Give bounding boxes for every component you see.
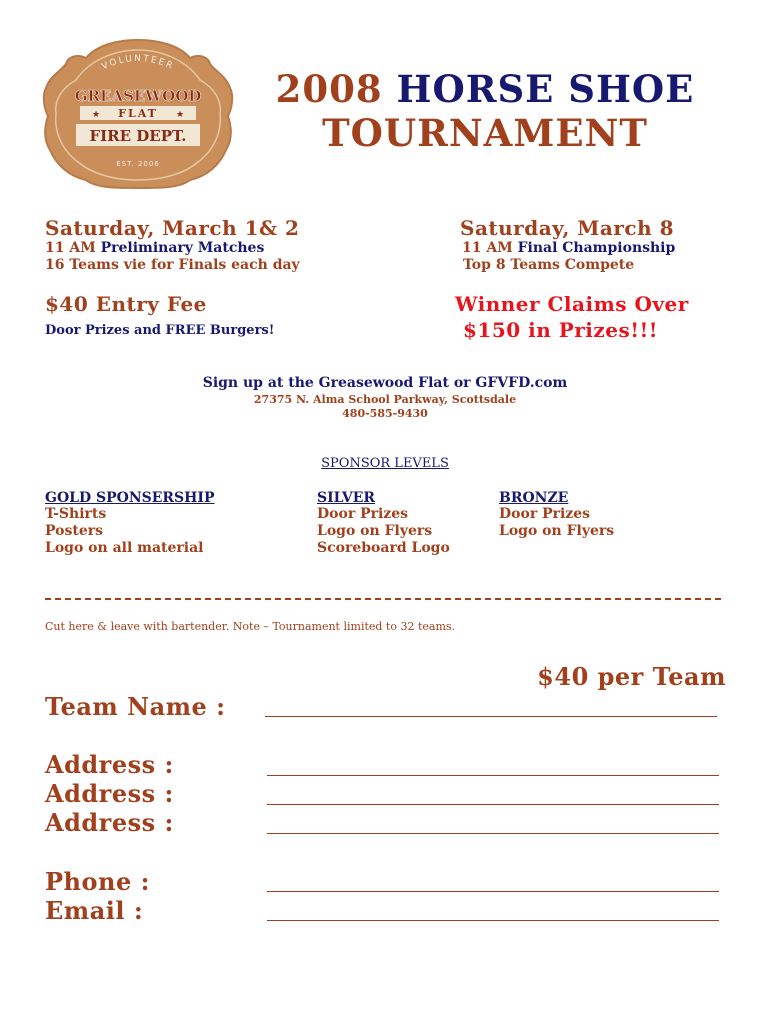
signup-phone: 480-585-9430: [342, 407, 428, 420]
email-field[interactable]: [267, 920, 719, 921]
address-field-2[interactable]: [267, 804, 719, 805]
right-day-line1: 11 AM Final Championship: [462, 240, 676, 256]
sponsor-item: Logo on Flyers: [499, 523, 615, 539]
address-field-3[interactable]: [267, 833, 719, 834]
team-name-label: Team Name :: [45, 692, 226, 721]
phone-field[interactable]: [267, 891, 719, 892]
page-title-line1: [250, 68, 720, 110]
address-label-2: Address :: [45, 779, 174, 808]
sponsor-level-name: SILVER: [317, 490, 376, 506]
sponsor-item: Posters: [45, 523, 104, 539]
entry-fee: $40 Entry Fee: [45, 292, 207, 316]
right-day-line2: Top 8 Teams Compete: [463, 257, 635, 273]
signup-line: Sign up at the Greasewood Flat or GFVFD.com: [202, 375, 568, 391]
left-day-heading: Saturday, March 1& 2: [45, 216, 300, 240]
sponsor-item: Logo on Flyers: [317, 523, 433, 539]
address-label-1: Address :: [45, 750, 174, 779]
prize-line1: Winner Claims Over: [455, 292, 689, 316]
left-day-line2: 16 Teams vie for Finals each day: [45, 257, 300, 273]
sponsor-item: T-Shirts: [45, 506, 107, 522]
sponsor-item: Logo on all material: [45, 540, 204, 556]
title-year: 2008: [275, 67, 383, 111]
prize-line2: $150 in Prizes!!!: [463, 318, 659, 342]
logo-star-left: ★: [91, 110, 101, 120]
team-price: $40 per Team: [537, 662, 726, 691]
sponsor-gold: [45, 490, 214, 557]
sponsor-silver: [317, 490, 450, 557]
sponsor-level-name: GOLD SPONSERSHIP: [45, 490, 215, 506]
address-label-3: Address :: [45, 808, 174, 837]
sponsor-item: Door Prizes: [499, 506, 591, 522]
logo-star-right: ★: [175, 110, 185, 120]
right-day-heading: Saturday, March 8: [460, 216, 675, 240]
door-prizes-text: Door Prizes and FREE Burgers!: [45, 323, 275, 338]
email-label: Email :: [45, 896, 144, 925]
team-name-field[interactable]: [265, 716, 717, 717]
sponsor-level-name: BRONZE: [499, 490, 569, 506]
address-field-1[interactable]: [267, 775, 719, 776]
sponsor-bronze: [499, 490, 614, 540]
logo-name-line1: GREASEWOOD: [74, 87, 202, 105]
sponsor-levels-heading: SPONSOR LEVELS: [321, 456, 449, 471]
cut-note: Cut here & leave with bartender. Note – Tournament limited to 32 teams.: [45, 620, 456, 633]
cut-line-divider: [45, 598, 721, 600]
fire-dept-logo: [40, 36, 236, 190]
signup-address: 27375 N. Alma School Parkway, Scottsdale: [253, 393, 517, 406]
logo-volunteer: VOLUNTEER: [100, 53, 176, 73]
logo-name-line2: FLAT: [118, 107, 158, 120]
logo-dept: FIRE DEPT.: [89, 127, 187, 145]
logo-est: EST. 2006: [116, 160, 160, 168]
sponsor-item: Scoreboard Logo: [317, 540, 450, 556]
left-day-line1: 11 AM Preliminary Matches: [45, 240, 265, 256]
sponsor-item: Door Prizes: [317, 506, 409, 522]
title-event: HORSE SHOE: [396, 67, 695, 111]
page-title-line2: TOURNAMENT: [322, 111, 648, 155]
phone-label: Phone :: [45, 867, 150, 896]
